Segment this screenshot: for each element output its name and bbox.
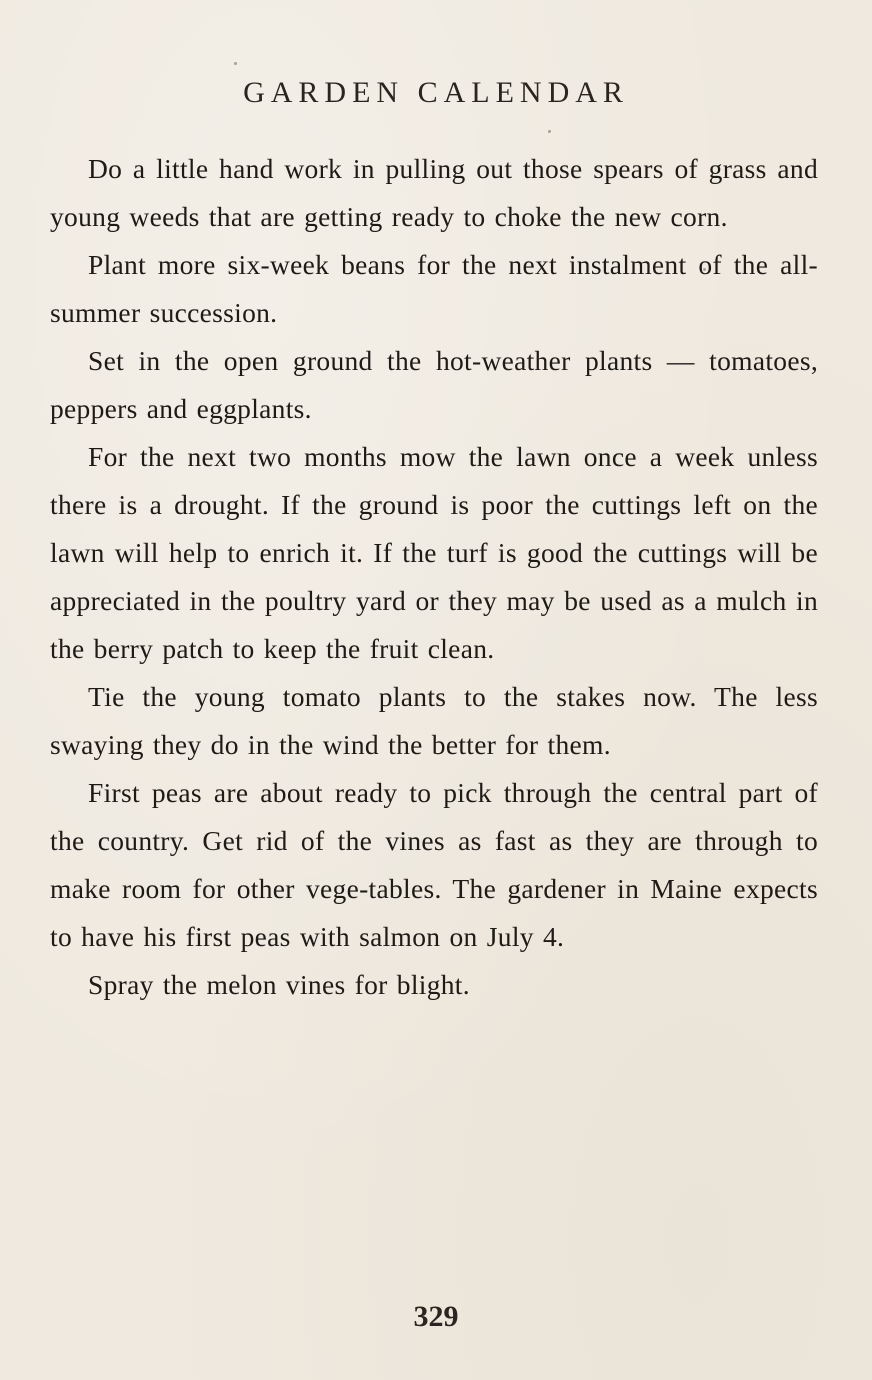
paragraph: Tie the young tomato plants to the stakes now. The less swaying they do in the wind the better for them.: [50, 681, 818, 760]
ink-speck: [234, 62, 237, 65]
paragraph: First peas are about ready to pick through the central part of the country. Get rid of the vines as fast as they are through to make room for other vege-tables. The gardener in Maine expects to have his first peas with salmon on July 4.: [50, 777, 818, 952]
paragraph: Plant more six-week beans for the next instalment of the all-summer succession.: [50, 249, 818, 328]
body-text: [50, 145, 818, 1009]
paragraph: For the next two months mow the lawn once a week unless there is a drought. If the ground is poor the cuttings left on the lawn will help to enrich it. If the turf is good the cuttings will be appreciated in the poultry yard or they may be used as a mulch in the berry patch to keep the fruit clean.: [50, 441, 818, 664]
ink-speck: [548, 130, 551, 133]
paragraph: Do a little hand work in pulling out those spears of grass and young weeds that are getting ready to choke the new corn.: [50, 153, 818, 232]
paragraph: Set in the open ground the hot-weather plants — tomatoes, peppers and eggplants.: [50, 345, 818, 424]
running-head: GARDEN CALENDAR: [243, 76, 629, 109]
paragraph: Spray the melon vines for blight.: [88, 969, 470, 1000]
page-number: 329: [413, 1300, 459, 1333]
